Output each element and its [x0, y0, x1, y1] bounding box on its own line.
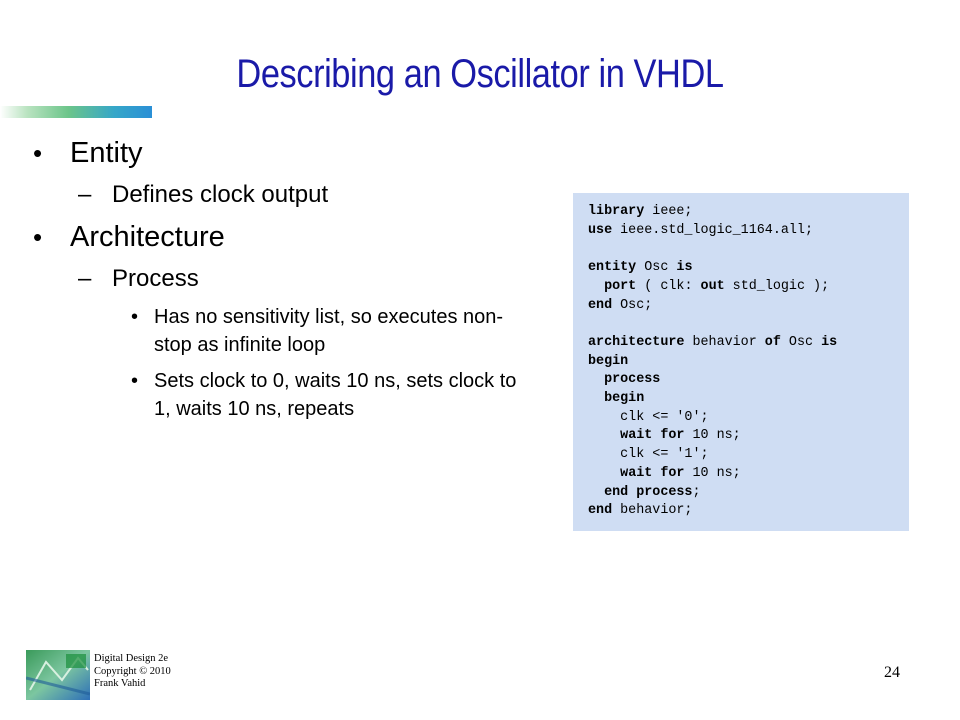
code-keyword: is: [676, 260, 693, 276]
code-keyword: architecture: [588, 334, 685, 350]
code-text: behavior: [684, 334, 765, 350]
code-keyword: for: [660, 428, 685, 444]
small-bullet-marker: •: [131, 306, 139, 328]
code-keyword: entity: [588, 260, 637, 276]
footer-line: Frank Vahid: [94, 678, 146, 689]
code-line: [588, 354, 628, 369]
code-keyword: of: [764, 334, 781, 350]
code-text: behavior;: [612, 503, 693, 519]
code-keyword: out: [700, 278, 725, 294]
code-line: [588, 298, 652, 313]
code-text: ( clk:: [636, 278, 701, 294]
code-text: clk <= '1';: [588, 447, 709, 463]
code-text: Osc;: [612, 297, 653, 313]
code-text: std_logic );: [724, 278, 830, 294]
code-line: [588, 466, 741, 481]
code-line: [588, 279, 829, 294]
code-line: [588, 335, 837, 350]
page-number: 24: [884, 664, 900, 681]
code-line: [588, 503, 692, 518]
vhdl-code: [588, 203, 837, 521]
sub-sub-bullet-sensitivity: Has no sensitivity list, so executes non-stop as infinite loop: [154, 306, 504, 356]
code-line: [588, 410, 709, 425]
bullet-list: [0, 0, 560, 500]
code-keyword: end: [588, 297, 613, 313]
sub-bullet-defines-clock: Defines clock output: [112, 181, 329, 208]
dash-marker: –: [78, 265, 92, 292]
sub-bullet-process: Process: [112, 265, 199, 292]
code-line: [588, 428, 741, 443]
slide-title: Describing an Oscillator in VHDL: [236, 52, 724, 96]
code-text: [588, 428, 620, 443]
code-keyword: begin: [604, 391, 645, 407]
code-keyword: wait: [620, 428, 653, 444]
bullet-entity: Entity: [70, 137, 143, 169]
code-keyword: end process: [604, 484, 693, 500]
footer-line: Digital Design 2e: [94, 653, 169, 664]
code-text: ieee;: [644, 204, 693, 219]
code-text: 10 ns;: [684, 428, 741, 444]
code-text: [588, 466, 620, 481]
code-keyword: use: [588, 222, 613, 238]
bullet-architecture: Architecture: [70, 221, 225, 253]
code-keyword: end: [588, 503, 613, 519]
code-text: 10 ns;: [684, 465, 741, 481]
code-line: [588, 223, 813, 238]
code-keyword: wait: [620, 465, 653, 481]
code-text: ieee.std_logic_1164.all;: [612, 222, 814, 238]
bullet-marker: •: [33, 222, 43, 252]
code-text: clk <= '0';: [588, 409, 709, 425]
code-keyword: is: [821, 334, 838, 350]
code-line: [588, 260, 692, 275]
code-text: [588, 391, 604, 406]
code-line: [588, 372, 660, 387]
code-keyword: port: [604, 278, 637, 294]
code-line: [588, 485, 701, 500]
code-text: Osc: [636, 260, 677, 276]
code-text: ;: [692, 484, 701, 500]
code-text: [588, 485, 604, 500]
code-text: [588, 279, 604, 294]
code-line: [588, 204, 692, 219]
footer-credits: [94, 653, 171, 691]
vhdl-code-box: [573, 193, 909, 531]
bullet-marker: •: [33, 138, 43, 168]
code-text: Osc: [780, 334, 822, 350]
code-text: [588, 372, 604, 387]
dash-marker: –: [78, 181, 92, 208]
code-keyword: process: [604, 372, 661, 388]
code-keyword: library: [588, 204, 645, 219]
book-logo-icon: [26, 650, 90, 700]
footer-line: Copyright © 2010: [94, 665, 171, 677]
code-keyword: for: [660, 465, 685, 481]
small-bullet-marker: •: [131, 370, 139, 392]
code-keyword: begin: [588, 353, 629, 369]
code-line: [588, 447, 709, 462]
code-line: [588, 391, 644, 406]
sub-sub-bullet-clock-sequence: Sets clock to 0, waits 10 ns, sets clock to 1, waits 10 ns, repeats: [154, 370, 517, 420]
